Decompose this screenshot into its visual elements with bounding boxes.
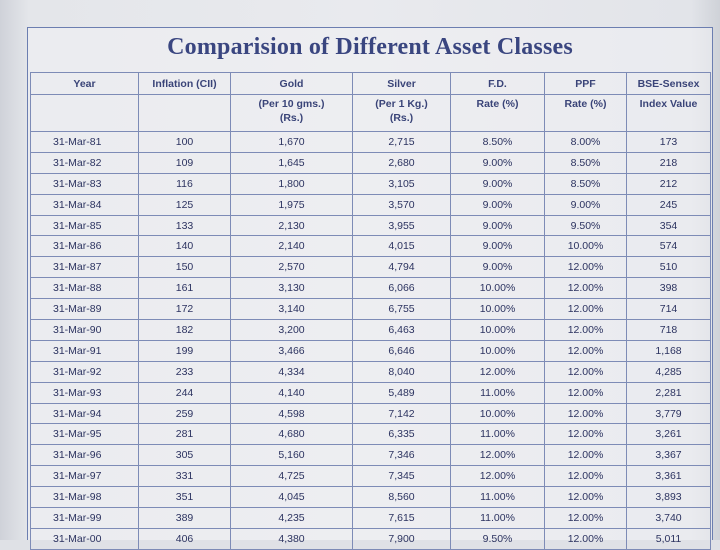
sensex-cell: 4,285 — [627, 361, 711, 382]
year-cell: 31-Mar-94 — [31, 403, 139, 424]
inflation-cell: 305 — [139, 445, 231, 466]
silver-cell: 6,755 — [353, 299, 451, 320]
subheader-year — [31, 95, 139, 132]
fd-rate-cell: 9.00% — [451, 257, 545, 278]
gold-cell: 3,130 — [231, 278, 353, 299]
year-cell: 31-Mar-82 — [31, 152, 139, 173]
table-row — [31, 215, 711, 236]
gold-cell: 1,800 — [231, 173, 353, 194]
subheader-fd-rate: Rate (%) — [476, 98, 519, 110]
sensex-cell: 718 — [627, 320, 711, 341]
subheader-silver-unit: (Per 1 Kg.) — [375, 98, 428, 110]
fd-rate-cell: 8.50% — [451, 132, 545, 153]
year-cell: 31-Mar-81 — [31, 132, 139, 153]
inflation-cell: 161 — [139, 278, 231, 299]
ppf-rate-cell: 8.50% — [545, 152, 627, 173]
inflation-cell: 331 — [139, 466, 231, 487]
gold-cell: 2,140 — [231, 236, 353, 257]
silver-cell: 7,345 — [353, 466, 451, 487]
silver-cell: 7,142 — [353, 403, 451, 424]
inflation-cell: 406 — [139, 528, 231, 549]
fd-rate-cell: 10.00% — [451, 278, 545, 299]
year-cell: 31-Mar-90 — [31, 320, 139, 341]
table-row — [31, 152, 711, 173]
sensex-cell: 510 — [627, 257, 711, 278]
silver-cell: 8,560 — [353, 487, 451, 508]
table-row — [31, 173, 711, 194]
subheader-sensex — [627, 95, 711, 132]
silver-cell: 3,955 — [353, 215, 451, 236]
sensex-cell: 173 — [627, 132, 711, 153]
inflation-cell: 233 — [139, 361, 231, 382]
year-cell: 31-Mar-92 — [31, 361, 139, 382]
fd-rate-cell: 11.00% — [451, 487, 545, 508]
ppf-rate-cell: 12.00% — [545, 361, 627, 382]
ppf-rate-cell: 12.00% — [545, 424, 627, 445]
year-cell: 31-Mar-91 — [31, 340, 139, 361]
table-body — [31, 132, 711, 550]
silver-cell: 6,646 — [353, 340, 451, 361]
subheader-fd — [451, 95, 545, 132]
ppf-rate-cell: 8.00% — [545, 132, 627, 153]
header-year: Year — [31, 73, 139, 95]
year-cell: 31-Mar-86 — [31, 236, 139, 257]
silver-cell: 6,335 — [353, 424, 451, 445]
subheader-gold — [231, 95, 353, 132]
year-cell: 31-Mar-95 — [31, 424, 139, 445]
sensex-cell: 574 — [627, 236, 711, 257]
inflation-cell: 199 — [139, 340, 231, 361]
subheader-silver-currency: (Rs.) — [389, 112, 414, 124]
inflation-cell: 125 — [139, 194, 231, 215]
inflation-cell: 109 — [139, 152, 231, 173]
ppf-rate-cell: 12.00% — [545, 466, 627, 487]
header-silver: Silver — [353, 73, 451, 95]
table-row — [31, 194, 711, 215]
gold-cell: 1,975 — [231, 194, 353, 215]
subheader-gold-unit: (Per 10 gms.) — [258, 98, 325, 110]
sensex-cell: 3,261 — [627, 424, 711, 445]
gold-cell: 4,140 — [231, 382, 353, 403]
inflation-cell: 281 — [139, 424, 231, 445]
year-cell: 31-Mar-96 — [31, 445, 139, 466]
year-cell: 31-Mar-84 — [31, 194, 139, 215]
table-row — [31, 340, 711, 361]
sensex-cell: 714 — [627, 299, 711, 320]
header-sensex: BSE-Sensex — [627, 73, 711, 95]
gold-cell: 3,140 — [231, 299, 353, 320]
gold-cell: 5,160 — [231, 445, 353, 466]
year-cell: 31-Mar-85 — [31, 215, 139, 236]
year-cell: 31-Mar-98 — [31, 487, 139, 508]
sensex-cell: 3,893 — [627, 487, 711, 508]
gold-cell: 4,680 — [231, 424, 353, 445]
gold-cell: 3,200 — [231, 320, 353, 341]
ppf-rate-cell: 12.00% — [545, 278, 627, 299]
table-row — [31, 361, 711, 382]
year-cell: 31-Mar-00 — [31, 528, 139, 549]
sensex-cell: 3,779 — [627, 403, 711, 424]
asset-comparison-table — [30, 72, 711, 550]
fd-rate-cell: 9.00% — [451, 215, 545, 236]
gold-cell: 4,045 — [231, 487, 353, 508]
ppf-rate-cell: 12.00% — [545, 382, 627, 403]
fd-rate-cell: 9.50% — [451, 528, 545, 549]
ppf-rate-cell: 12.00% — [545, 257, 627, 278]
subheader-row — [31, 95, 711, 132]
fd-rate-cell: 9.00% — [451, 194, 545, 215]
table-row — [31, 528, 711, 549]
table-row — [31, 382, 711, 403]
header-gold: Gold — [231, 73, 353, 95]
silver-cell: 6,066 — [353, 278, 451, 299]
sensex-cell: 212 — [627, 173, 711, 194]
fd-rate-cell: 12.00% — [451, 445, 545, 466]
silver-cell: 4,794 — [353, 257, 451, 278]
sensex-cell: 398 — [627, 278, 711, 299]
fd-rate-cell: 9.00% — [451, 152, 545, 173]
gold-cell: 2,570 — [231, 257, 353, 278]
gold-cell: 3,466 — [231, 340, 353, 361]
inflation-cell: 244 — [139, 382, 231, 403]
sensex-cell: 3,361 — [627, 466, 711, 487]
fd-rate-cell: 12.00% — [451, 361, 545, 382]
year-cell: 31-Mar-93 — [31, 382, 139, 403]
silver-cell: 5,489 — [353, 382, 451, 403]
sensex-cell: 1,168 — [627, 340, 711, 361]
year-cell: 31-Mar-88 — [31, 278, 139, 299]
silver-cell: 8,040 — [353, 361, 451, 382]
inflation-cell: 259 — [139, 403, 231, 424]
sensex-cell: 354 — [627, 215, 711, 236]
silver-cell: 7,346 — [353, 445, 451, 466]
gold-cell: 4,380 — [231, 528, 353, 549]
silver-cell: 4,015 — [353, 236, 451, 257]
table-row — [31, 257, 711, 278]
subheader-ppf-rate: Rate (%) — [564, 98, 607, 110]
inflation-cell: 116 — [139, 173, 231, 194]
header-fd: F.D. — [451, 73, 545, 95]
inflation-cell: 150 — [139, 257, 231, 278]
fd-rate-cell: 10.00% — [451, 340, 545, 361]
header-row — [31, 73, 711, 95]
ppf-rate-cell: 12.00% — [545, 528, 627, 549]
ppf-rate-cell: 9.50% — [545, 215, 627, 236]
gold-cell: 4,235 — [231, 508, 353, 529]
ppf-rate-cell: 9.00% — [545, 194, 627, 215]
gold-cell: 4,725 — [231, 466, 353, 487]
fd-rate-cell: 9.00% — [451, 173, 545, 194]
subheader-sensex-index: Index Value — [639, 98, 698, 110]
subheader-gold-currency: (Rs.) — [279, 112, 304, 124]
ppf-rate-cell: 12.00% — [545, 508, 627, 529]
table-row — [31, 424, 711, 445]
table-row — [31, 278, 711, 299]
ppf-rate-cell: 12.00% — [545, 320, 627, 341]
fd-rate-cell: 12.00% — [451, 466, 545, 487]
page-title: Comparision of Different Asset Classes — [167, 34, 573, 60]
year-cell: 31-Mar-87 — [31, 257, 139, 278]
fd-rate-cell: 11.00% — [451, 382, 545, 403]
header-ppf: PPF — [545, 73, 627, 95]
table-row — [31, 445, 711, 466]
fd-rate-cell: 11.00% — [451, 508, 545, 529]
table-row — [31, 508, 711, 529]
inflation-cell: 172 — [139, 299, 231, 320]
fd-rate-cell: 10.00% — [451, 320, 545, 341]
fd-rate-cell: 10.00% — [451, 403, 545, 424]
sensex-cell: 3,740 — [627, 508, 711, 529]
inflation-cell: 389 — [139, 508, 231, 529]
gold-cell: 1,645 — [231, 152, 353, 173]
inflation-cell: 351 — [139, 487, 231, 508]
subheader-inflation — [139, 95, 231, 132]
year-cell: 31-Mar-97 — [31, 466, 139, 487]
year-cell: 31-Mar-99 — [31, 508, 139, 529]
fd-rate-cell: 10.00% — [451, 299, 545, 320]
silver-cell: 7,900 — [353, 528, 451, 549]
table-frame — [27, 27, 713, 545]
silver-cell: 2,715 — [353, 132, 451, 153]
ppf-rate-cell: 8.50% — [545, 173, 627, 194]
table-row — [31, 403, 711, 424]
silver-cell: 3,105 — [353, 173, 451, 194]
table-row — [31, 466, 711, 487]
fd-rate-cell: 11.00% — [451, 424, 545, 445]
inflation-cell: 133 — [139, 215, 231, 236]
ppf-rate-cell: 12.00% — [545, 403, 627, 424]
year-cell: 31-Mar-83 — [31, 173, 139, 194]
subheader-ppf — [545, 95, 627, 132]
sensex-cell: 3,367 — [627, 445, 711, 466]
table-row — [31, 236, 711, 257]
ppf-rate-cell: 12.00% — [545, 487, 627, 508]
gold-cell: 4,334 — [231, 361, 353, 382]
sensex-cell: 5,011 — [627, 528, 711, 549]
gold-cell: 4,598 — [231, 403, 353, 424]
sensex-cell: 218 — [627, 152, 711, 173]
sensex-cell: 245 — [627, 194, 711, 215]
gold-cell: 1,670 — [231, 132, 353, 153]
inflation-cell: 100 — [139, 132, 231, 153]
sensex-cell: 2,281 — [627, 382, 711, 403]
ppf-rate-cell: 12.00% — [545, 445, 627, 466]
silver-cell: 6,463 — [353, 320, 451, 341]
ppf-rate-cell: 10.00% — [545, 236, 627, 257]
inflation-cell: 140 — [139, 236, 231, 257]
fd-rate-cell: 9.00% — [451, 236, 545, 257]
table-row — [31, 132, 711, 153]
silver-cell: 7,615 — [353, 508, 451, 529]
table-row — [31, 487, 711, 508]
silver-cell: 2,680 — [353, 152, 451, 173]
gold-cell: 2,130 — [231, 215, 353, 236]
inflation-cell: 182 — [139, 320, 231, 341]
header-inflation: Inflation (CII) — [139, 73, 231, 95]
table-row — [31, 299, 711, 320]
ppf-rate-cell: 12.00% — [545, 340, 627, 361]
table-row — [31, 320, 711, 341]
year-cell: 31-Mar-89 — [31, 299, 139, 320]
ppf-rate-cell: 12.00% — [545, 299, 627, 320]
silver-cell: 3,570 — [353, 194, 451, 215]
subheader-silver — [353, 95, 451, 132]
